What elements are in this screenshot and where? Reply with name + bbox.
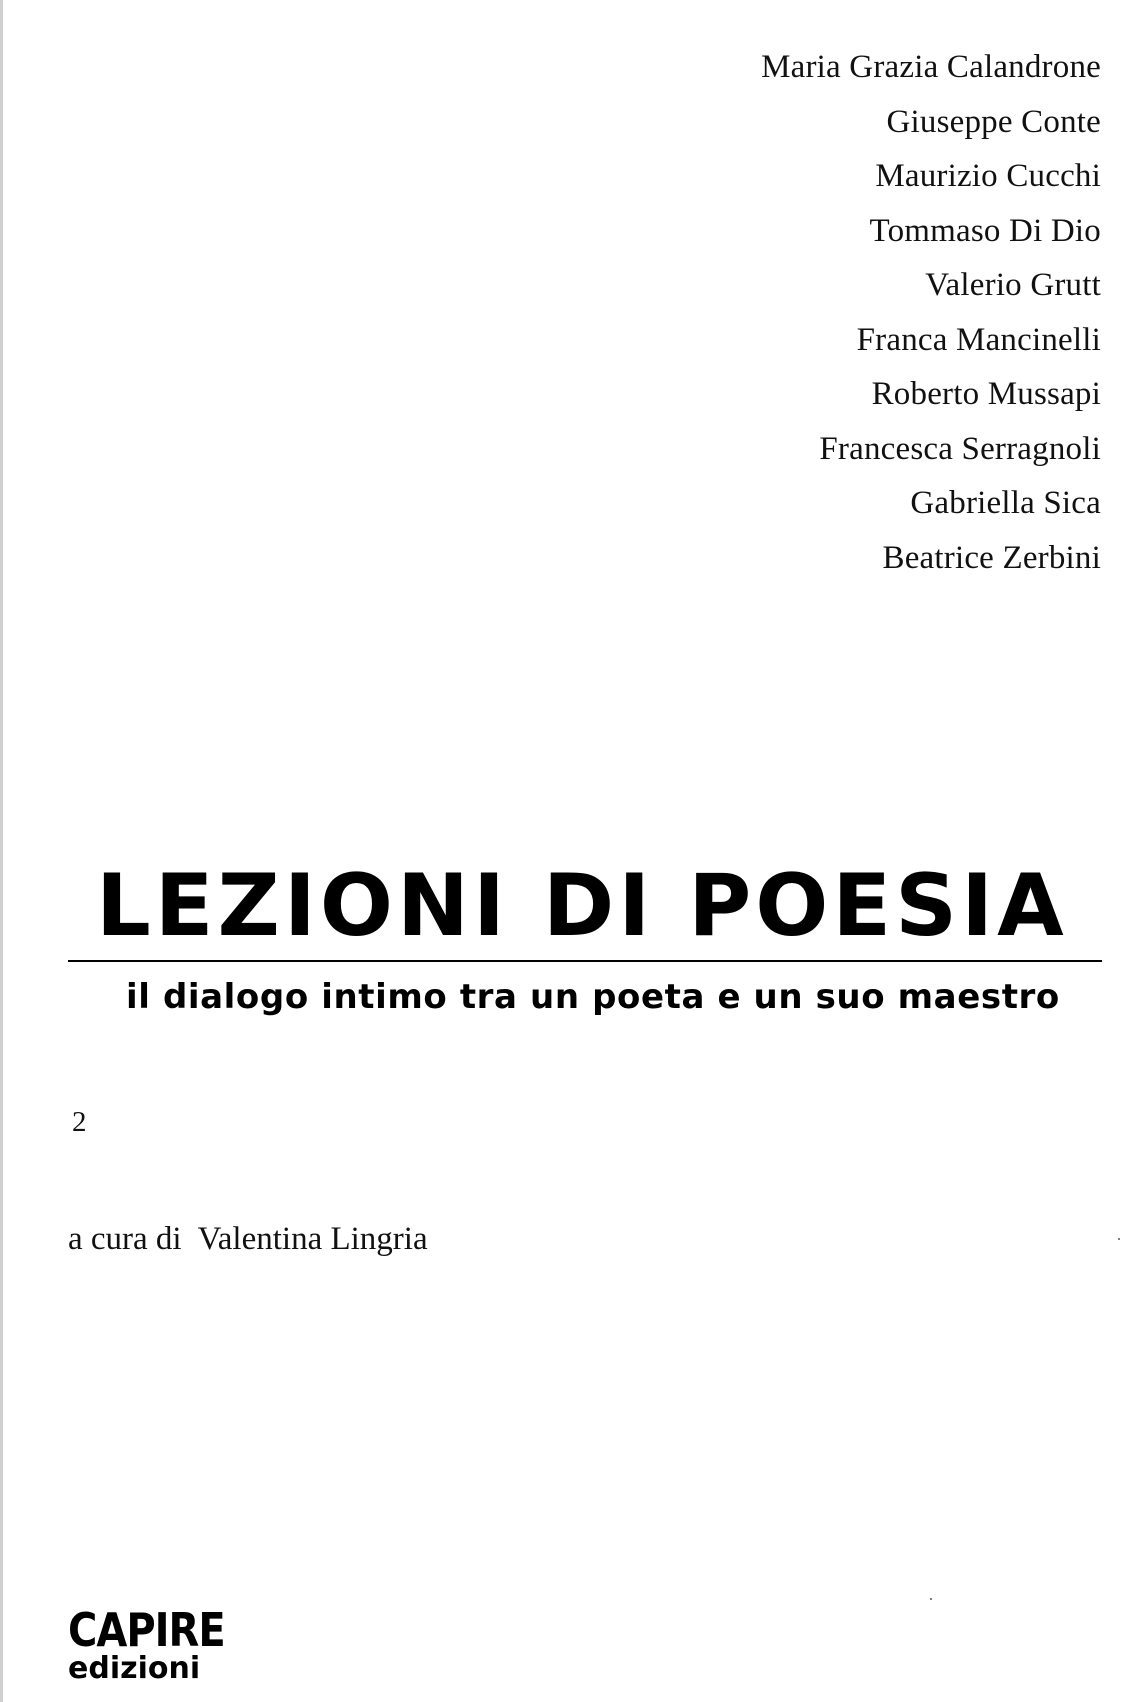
author-name: Roberto Mussapi [871, 376, 1101, 412]
author-name: Maurizio Cucchi [875, 158, 1101, 194]
author-name: Tommaso Di Dio [869, 212, 1101, 249]
page-edge [0, 0, 3, 1702]
title-rule [68, 960, 1102, 962]
author-name: Franca Mancinelli [856, 321, 1101, 358]
curator-name: Valentina Lingria [197, 1221, 428, 1257]
book-title: LEZIONI DI POESIA [96, 856, 1068, 956]
author-name: Beatrice Zerbini [882, 539, 1101, 576]
author-name: Valerio Grutt [925, 267, 1101, 303]
author-list [761, 40, 1101, 585]
author-name: Maria Grazia Calandrone [761, 49, 1101, 85]
author-name: Giuseppe Conte [886, 103, 1101, 140]
author-name: Francesca Serragnoli [819, 430, 1101, 467]
scan-speck [1118, 1238, 1120, 1240]
author-name: Gabriella Sica [910, 485, 1101, 521]
publisher-logo [68, 1604, 225, 1686]
publisher-logo-line2: edizioni [68, 1651, 201, 1686]
volume-number: 2 [72, 1106, 87, 1138]
book-subtitle: il dialogo intimo tra un poeta e un suo maestro [126, 977, 1060, 1017]
curator-line [68, 1217, 428, 1261]
publisher-logo-line1: CAPIRE [68, 1604, 225, 1658]
curator-prefix: a cura di [68, 1221, 182, 1257]
scan-speck [930, 1598, 932, 1600]
